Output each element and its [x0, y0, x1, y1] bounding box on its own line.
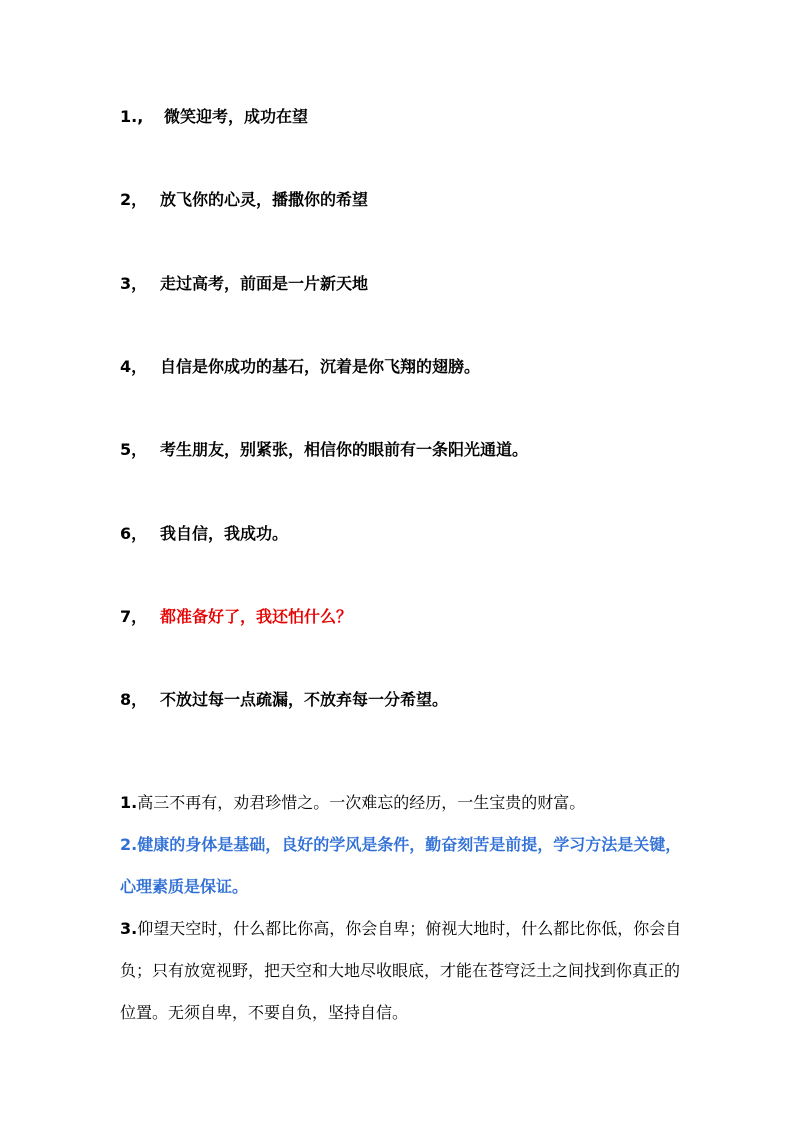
paragraph-section	[120, 782, 685, 1034]
slogan-number: 8，	[120, 690, 148, 709]
slogan-item-4	[120, 355, 480, 379]
slogan-item-5	[120, 438, 528, 462]
slogan-number: 3，	[120, 274, 148, 293]
slogan-number: 4，	[120, 357, 148, 376]
slogan-item-6	[120, 522, 288, 546]
paragraph-number: 2.	[120, 835, 138, 854]
paragraph-text: 高三不再有，劝君珍惜之。一次难忘的经历，一生宝贵的财富。	[137, 793, 586, 812]
slogan-text: 放飞你的心灵，播撒你的希望	[160, 190, 369, 209]
paragraph-3	[120, 908, 685, 1034]
slogan-number: 7，	[120, 607, 148, 626]
slogan-item-1	[120, 105, 308, 129]
paragraph-1	[120, 782, 685, 824]
slogan-text-highlighted: 都准备好了，我还怕什么？	[160, 607, 353, 626]
slogan-text: 考生朋友，别紧张，相信你的眼前有一条阳光通道。	[160, 440, 529, 459]
slogan-item-2	[120, 188, 368, 212]
slogan-item-7	[120, 605, 352, 629]
slogan-number: 2，	[120, 190, 148, 209]
paragraph-text-highlighted: 健康的身体是基础，良好的学风是条件，勤奋刻苦是前提，学习方法是关键，心理素质是保证。	[120, 835, 682, 896]
paragraph-2	[120, 824, 685, 908]
slogan-number: 6，	[120, 524, 148, 543]
paragraph-text: 仰望天空时，什么都比你高，你会自卑；俯视大地时，什么都比你低，你会自负；只有放宽视野，把天空和大地尽收眼底，才能在苍穹泛土之间找到你真正的位置。无须自卑，不要自负，坚持自信。	[120, 919, 682, 1022]
slogan-number: 5，	[120, 440, 148, 459]
slogan-text: 不放过每一点疏漏，不放弃每一分希望。	[160, 690, 449, 709]
slogan-text: 自信是你成功的基石，沉着是你飞翔的翅膀。	[160, 357, 481, 376]
paragraph-number: 1.	[120, 793, 138, 812]
slogan-item-8	[120, 688, 448, 712]
slogan-number: 1.,	[120, 107, 144, 126]
slogan-text: 我自信，我成功。	[160, 524, 289, 543]
slogan-text: 微笑迎考，成功在望	[164, 107, 309, 126]
paragraph-number: 3.	[120, 919, 138, 938]
slogan-item-3	[120, 272, 368, 296]
slogan-text: 走过高考，前面是一片新天地	[160, 274, 369, 293]
